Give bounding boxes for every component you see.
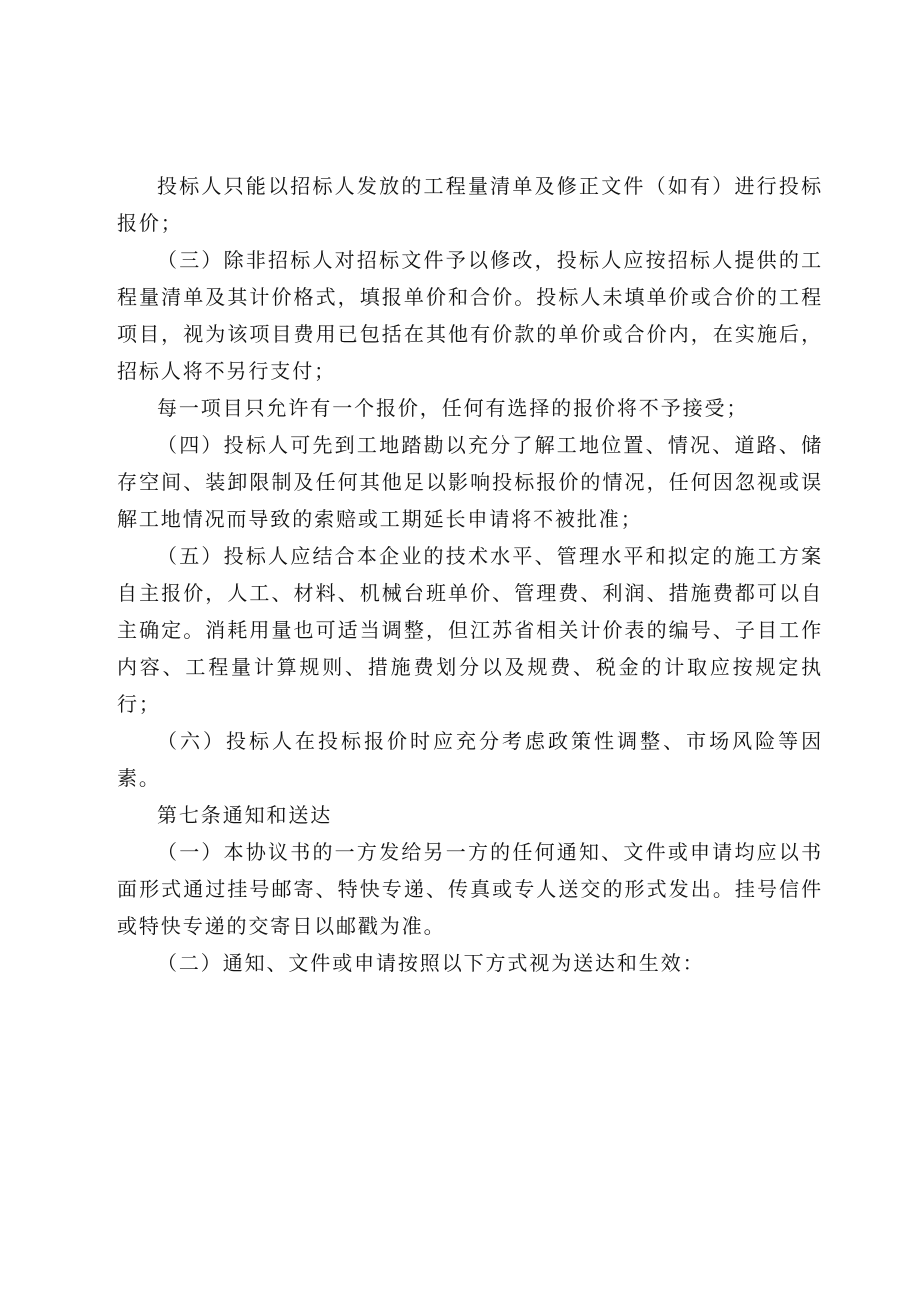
paragraph-notice-2: （二）通知、文件或申请按照以下方式视为送达和生效：: [157, 951, 705, 975]
paragraph-clause-3: （三）除非招标人对招标文件予以修改，投标人应按招标人提供的工程量清单及其计价格式，填报单价和合价。投标人未填单价或合价的工程项目，视为该项目费用已包括在其他有价款的单价或合价内，在实施后，招标人将不另行支付；: [117, 248, 823, 383]
paragraph-bid-quotation: 投标人只能以招标人发放的工程量清单及修正文件（如有）进行投标报价；: [117, 174, 823, 235]
paragraph-clause-5: （五）投标人应结合本企业的技术水平、管理水平和拟定的施工方案自主报价，人工、材料、机械台班单价、管理费、利润、措施费都可以自主确定。消耗用量也可适当调整，但江苏省相关计价表的编号、子目工作内容、工程量计算规则、措施费划分以及规费、税金的计取应按规定执行；: [117, 544, 823, 716]
section-heading-article-7: 第七条通知和送达: [157, 803, 333, 827]
paragraph-single-quote: 每一项目只允许有一个报价，任何有选择的报价将不予接受；: [157, 396, 749, 420]
paragraph-clause-6: （六）投标人在投标报价时应充分考虑政策性调整、市场风险等因素。: [117, 729, 823, 790]
document-body: [117, 168, 823, 982]
paragraph-clause-4: （四）投标人可先到工地踏勘以充分了解工地位置、情况、道路、储存空间、装卸限制及任何其他足以影响投标报价的情况，任何因忽视或误解工地情况而导致的索赔或工期延长申请将不被批准；: [117, 433, 823, 531]
paragraph-notice-1: （一）本协议书的一方发给另一方的任何通知、文件或申请均应以书面形式通过挂号邮寄、特快专递、传真或专人送交的形式发出。挂号信件或特快专递的交寄日以邮戳为准。: [117, 840, 823, 938]
